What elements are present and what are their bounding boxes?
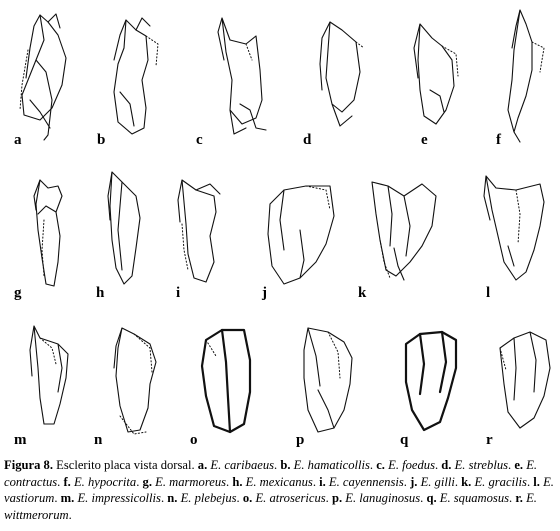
caption-letter: b.: [280, 458, 291, 472]
drawing-b: [114, 18, 158, 134]
caption-letter: h.: [232, 474, 243, 489]
caption-letter: a.: [197, 458, 208, 472]
caption-lead: Figura 8.: [4, 458, 53, 472]
panel-label-p: p: [296, 432, 305, 448]
panel-label-o: o: [190, 432, 198, 448]
drawing-q: [406, 332, 456, 430]
panel-label-n: n: [94, 432, 103, 448]
panel-label-f: f: [496, 132, 501, 148]
caption-species: E. hypocrita: [73, 474, 137, 489]
caption-species: E. impressicollis: [77, 491, 161, 505]
caption-title: Esclerito placa vista dorsal.: [52, 458, 198, 472]
panel-label-q: q: [400, 432, 409, 448]
caption-species: E. foedus: [388, 458, 435, 472]
panel-label-b: b: [97, 132, 106, 148]
caption-letter: i.: [319, 474, 326, 489]
caption-letter: r.: [515, 491, 523, 505]
drawing-a: [20, 14, 66, 140]
drawing-j: [268, 186, 334, 284]
drawing-l: [484, 176, 544, 280]
caption-species: E. squamosus: [439, 491, 510, 505]
caption-letter: f.: [63, 474, 71, 489]
caption-species: E. streblus: [454, 458, 509, 472]
caption-species: E. contractus: [4, 458, 538, 489]
caption-letter: l.: [533, 474, 540, 489]
caption-letter: o.: [242, 491, 253, 505]
caption-species: E. wittmerorum: [4, 491, 537, 522]
drawing-h: [108, 172, 140, 284]
drawing-e: [414, 24, 458, 124]
caption-letter: q.: [426, 491, 437, 505]
panel-label-k: k: [358, 285, 367, 301]
caption-letter: j.: [410, 474, 418, 489]
caption-letter: n.: [167, 491, 178, 505]
panel-label-l: l: [486, 285, 491, 301]
figure-caption: Figura 8. Esclerito placa vista dorsal. a. E. caribaeus. b. E. hamaticollis. c. E. foedus. d. E. streblus. e. E. contractus. f. E. hypocrita. g. E. marmoreus. h. E. mexicanus. i. E. cayennensis. j. E. gilli. k. E. gracilis. l. E. vastiorum. m. E. impressicollis. n. E. plebejus. o. E. atrosericus. p. E. lanuginosus. q. E. squamosus. r. E. wittmerorum.: [4, 458, 554, 522]
caption-species: E. hamaticollis: [293, 458, 370, 472]
caption-species: E. mexicanus: [245, 474, 313, 489]
caption-letter: g.: [142, 474, 152, 489]
panel-label-j: j: [262, 285, 267, 301]
caption-species: E. plebejus: [180, 491, 237, 505]
caption-letter: c.: [376, 458, 385, 472]
caption-letter: p.: [331, 491, 343, 505]
drawing-r: [500, 332, 550, 428]
drawing-f: [508, 10, 544, 142]
panel-label-g: g: [14, 285, 22, 301]
caption-species: E. marmoreus: [155, 474, 227, 489]
caption-letter: d.: [441, 458, 452, 472]
caption-species: E. atrosericus: [255, 491, 326, 505]
drawing-m: [30, 326, 68, 424]
panel-label-a: a: [14, 132, 22, 148]
drawing-d: [320, 22, 364, 126]
drawing-g: [34, 180, 62, 286]
caption-letter: m.: [60, 491, 75, 505]
caption-species: E. gilli: [420, 474, 455, 489]
panel-label-d: d: [303, 132, 312, 148]
drawing-n: [114, 328, 156, 434]
caption-species: E. lanuginosus: [345, 491, 421, 505]
panel-label-h: h: [96, 285, 105, 301]
panel-label-r: r: [486, 432, 493, 448]
drawing-o: [202, 330, 250, 432]
drawing-c: [218, 18, 266, 134]
drawing-p: [304, 328, 352, 432]
caption-species: E. vastiorum: [4, 474, 554, 505]
drawing-k: [372, 182, 436, 280]
panel-label-i: i: [176, 285, 181, 301]
drawing-i: [178, 180, 220, 282]
panel-label-e: e: [421, 132, 428, 148]
panel-label-m: m: [14, 432, 27, 448]
caption-species: E. caribaeus: [210, 458, 275, 472]
caption-letter: e.: [514, 458, 524, 472]
caption-letter: k.: [461, 474, 472, 489]
caption-species: E. cayennensis: [328, 474, 404, 489]
caption-species: E. gracilis: [474, 474, 527, 489]
panel-label-c: c: [196, 132, 203, 148]
